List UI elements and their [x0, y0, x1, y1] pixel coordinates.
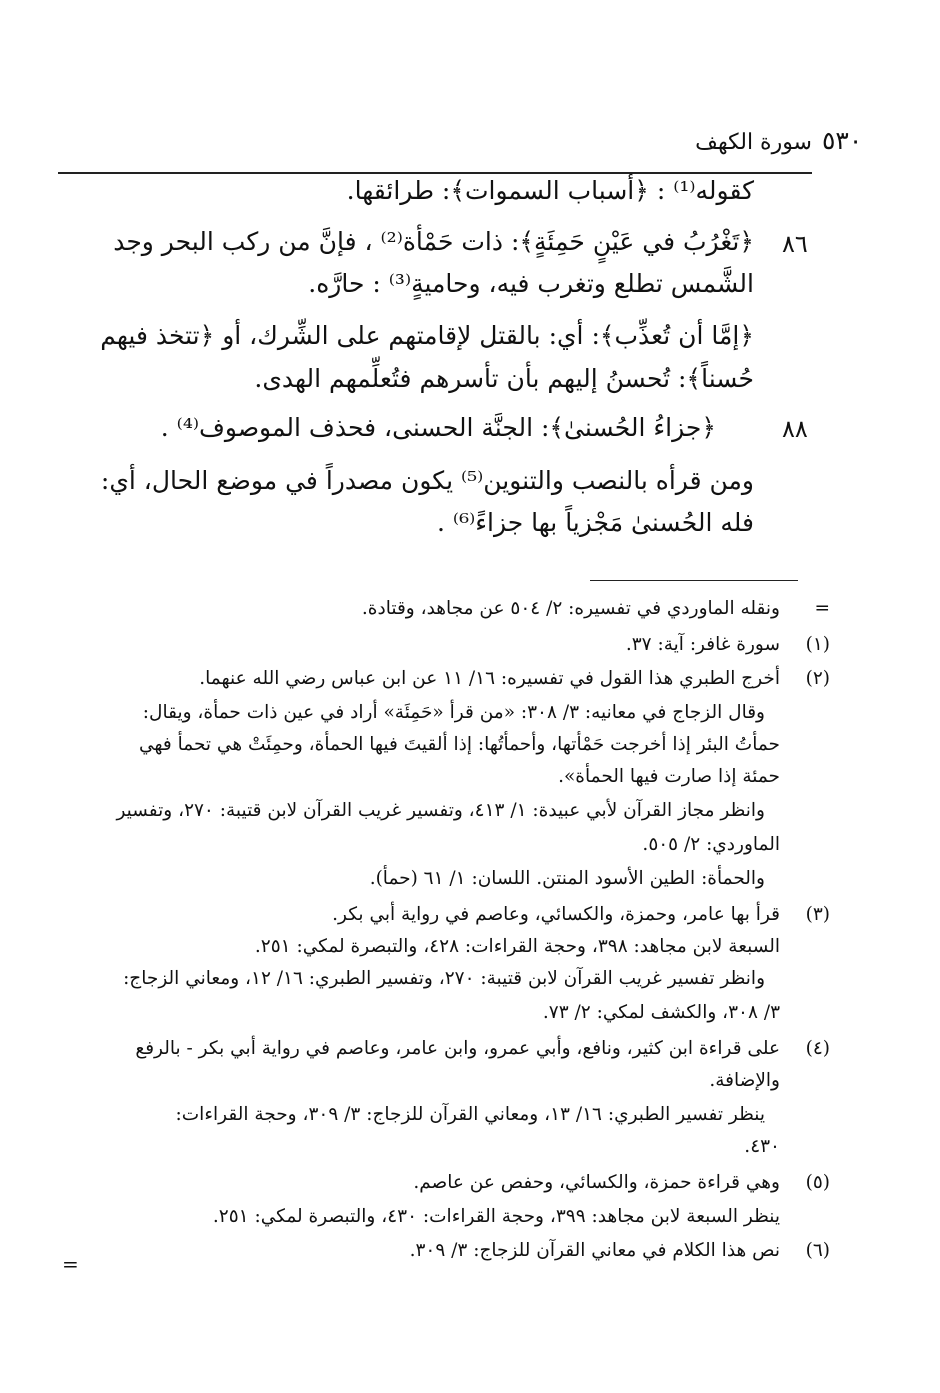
footnote-text: سورة غافر: آية: ٣٧. — [625, 634, 780, 655]
footnote-text: وانظر مجاز القرآن لأبي عبيدة: ١/ ٤١٣، وتفسير غريب القرآن لابن قتيبة: ٢٧٠، وتفسير — [116, 800, 765, 821]
footnote-text: ٣/ ٣٠٨، والكشف لمكي: ٢/ ٧٣. — [542, 1002, 780, 1023]
footnote-text: وهي قراءة حمزة، والكسائي، وحفص عن عاصم. — [413, 1172, 780, 1193]
main-text-line: كقوله⁽¹⁾ : ﴿أسباب السموات﴾: طرائقها. — [346, 176, 754, 205]
footnote-mark: (٥) — [805, 1172, 830, 1193]
footnote-text: والإضافة. — [709, 1070, 780, 1091]
footnote-text: السبعة لابن مجاهد: ٣٩٨، وحجة القراءات: ٤٢٨، والتبصرة لمكي: ٢٥١. — [254, 936, 780, 957]
footnote-text: والحمأة: الطين الأسود المنتن. اللسان: ١/ ٦١ (حمأ). — [369, 868, 765, 889]
footnote-text: نص هذا الكلام في معاني القرآن للزجاج: ٣/ ٣٠٩. — [409, 1240, 780, 1261]
footnote-mark: (٣) — [805, 904, 830, 925]
footnote-mark: (١) — [805, 634, 830, 655]
footnote-text: ونقله الماوردي في تفسيره: ٢/ ٥٠٤ عن مجاهد، وقتادة. — [361, 598, 780, 619]
footnote-text: أخرج الطبري هذا القول في تفسيره: ١٦/ ١١ عن ابن عباس رضي الله عنهما. — [199, 668, 780, 689]
footnote-text: الماوردي: ٢/ ٥٠٥. — [642, 834, 780, 855]
verse-number: ٨٦ — [782, 230, 808, 258]
footnote-mark: (٢) — [805, 668, 830, 689]
page-number: ٥٣٠ — [822, 126, 863, 155]
footnote-text: على قراءة ابن كثير، ونافع، وأبي عمرو، وابن عامر، وعاصم في رواية أبي بكر - بالرفع — [135, 1038, 780, 1059]
main-text-line: ﴿جزاءُ الحُسنىٰ﴾: الجنَّة الحسنى، فحذف الموصوف⁽⁴⁾ . — [160, 413, 716, 442]
verse-number: ٨٨ — [782, 415, 808, 443]
footnote-continuation-mark: = — [814, 598, 830, 619]
main-text-line: الشَّمس تطلع وتغرب فيه، وحاميةٍ⁽³⁾ : حارَّه. — [308, 269, 754, 298]
footnote-text: ينظر تفسير الطبري: ١٦/ ١٣، ومعاني القرآن للزجاج: ٣/ ٣٠٩، وحجة القراءات: — [175, 1104, 765, 1125]
footnote-separator — [590, 580, 798, 581]
main-text-line: حُسناً﴾: تُحسنُ إليهم بأن تأسرهم فتُعلِّمهم الهدى. — [254, 364, 754, 393]
footnote-mark: (٦) — [805, 1240, 830, 1261]
footnote-text: ينظر السبعة لابن مجاهد: ٣٩٩، وحجة القراءات: ٤٣٠، والتبصرة لمكي: ٢٥١. — [212, 1206, 780, 1227]
footnote-text: حمأتُ البئر إذا أخرجت حَمْأتها، وأحمأتُها: إذا ألقيتَ فيها الحمأة، وحمِئَتْ هي تحمأ فهي — [138, 734, 780, 755]
footnote-mark: (٤) — [805, 1038, 830, 1059]
footnote-text: قرأ بها عامر، وحمزة، والكسائي، وعاصم في رواية أبي بكر. — [332, 904, 780, 925]
surah-title: سورة الكهف — [695, 130, 812, 155]
footnote-text: وانظر تفسير غريب القرآن لابن قتيبة: ٢٧٠، وتفسير الطبري: ١٦/ ١٢، ومعاني الزجاج: — [123, 968, 765, 989]
footnote-text: حمئة إذا صارت فيها الحمأة». — [558, 766, 780, 787]
main-text-line: ﴿إمَّا أن تُعذِّب﴾: أي: بالقتل لإقامتهم على الشِّرك، أو ﴿تتخذ فيهم — [100, 321, 754, 350]
header-divider — [58, 172, 812, 174]
main-text-line: فله الحُسنىٰ مَجْزياً بها جزاءً⁽⁶⁾ . — [437, 508, 754, 537]
footnote-text: وقال الزجاج في معانيه: ٣/ ٣٠٨: «من قرأ «حَمِئَة» أراد في عين ذات حمأة، ويقال: — [142, 702, 765, 723]
footnote-continues-mark: = — [62, 1252, 79, 1276]
main-text-line: ﴿تَغْرُبُ في عَيْنٍ حَمِئَةٍ﴾: ذات حَمْأة⁽²⁾ ، فإنَّ من ركب البحر وجد — [113, 227, 754, 256]
main-text-line: ومن قرأه بالنصب والتنوين⁽⁵⁾ يكون مصدراً في موضع الحال، أي: — [100, 466, 754, 495]
footnote-text: ٤٣٠. — [744, 1136, 780, 1157]
